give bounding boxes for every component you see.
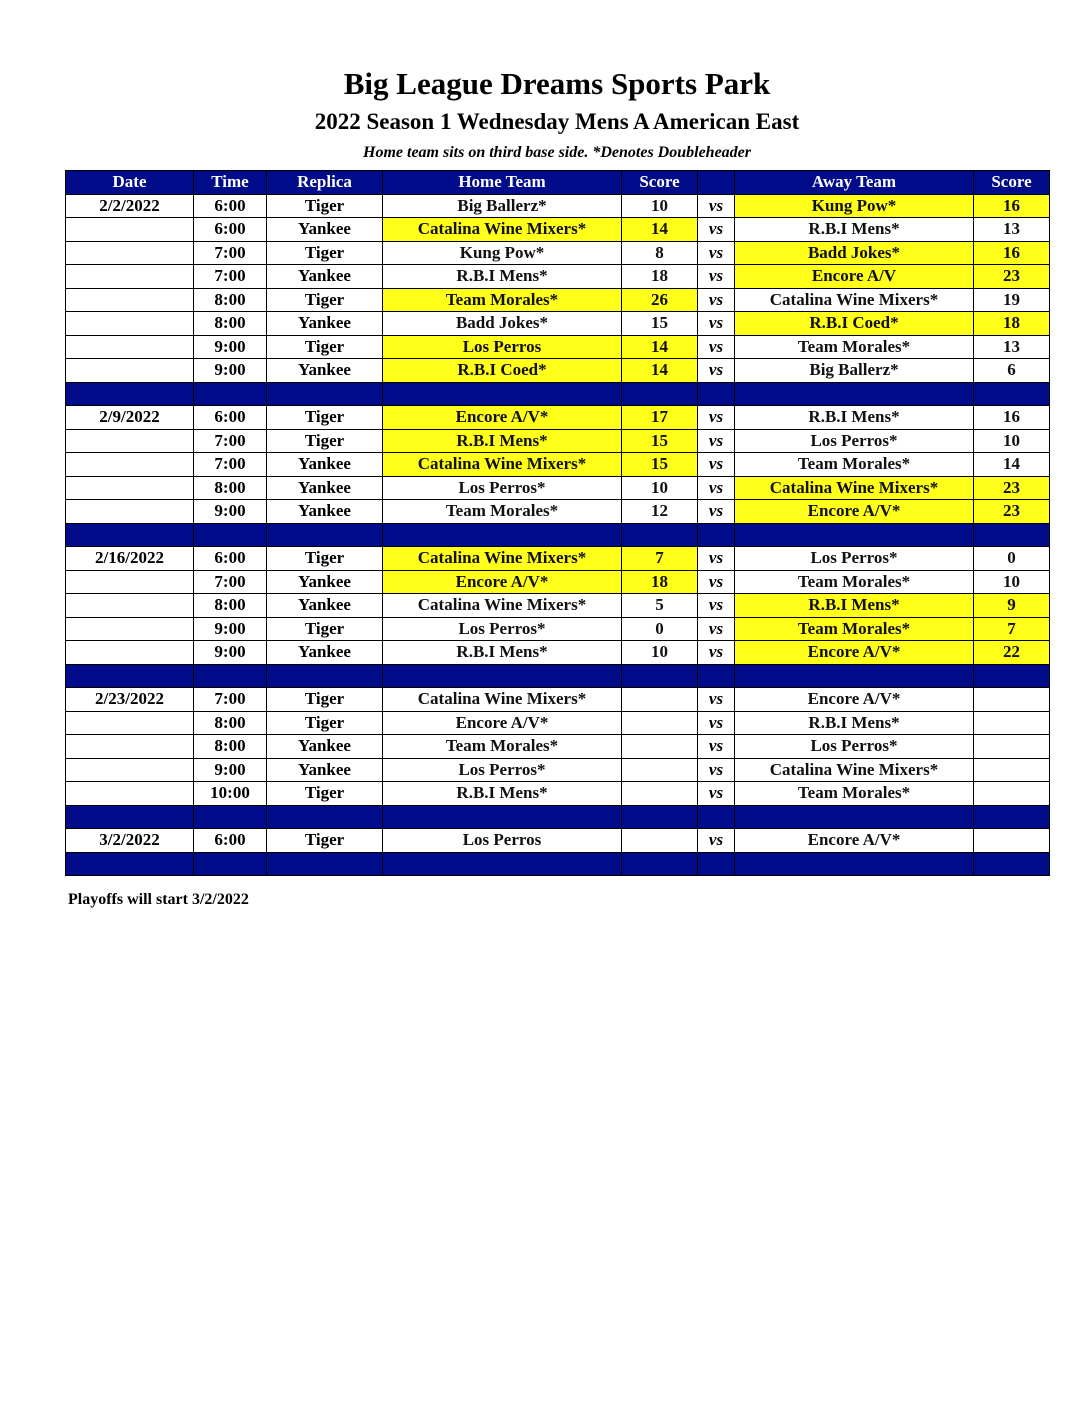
separator-cell: [974, 852, 1050, 876]
game-date: 2/16/2022: [66, 547, 194, 571]
vs-label: vs: [698, 312, 735, 336]
away-team: Team Morales*: [735, 335, 974, 359]
away-team: Encore A/V*: [735, 688, 974, 712]
table-row: [66, 617, 1050, 641]
away-team: R.B.I Mens*: [735, 711, 974, 735]
header-away-score: Score: [974, 171, 1050, 195]
separator-cell: [622, 852, 698, 876]
away-team: Catalina Wine Mixers*: [735, 288, 974, 312]
home-score: 14: [622, 335, 698, 359]
away-team: Encore A/V*: [735, 829, 974, 853]
away-team: Team Morales*: [735, 453, 974, 477]
vs-label: vs: [698, 829, 735, 853]
home-score: 15: [622, 453, 698, 477]
vs-label: vs: [698, 359, 735, 383]
week-separator-row: [66, 805, 1050, 829]
away-score: 0: [974, 547, 1050, 571]
home-score: 0: [622, 617, 698, 641]
game-date: [66, 241, 194, 265]
game-date: 2/9/2022: [66, 406, 194, 430]
away-score: 10: [974, 570, 1050, 594]
home-team: Catalina Wine Mixers*: [383, 453, 622, 477]
schedule-note: Home team sits on third base side. *Denotes Doubleheader: [363, 144, 751, 161]
away-team: Big Ballerz*: [735, 359, 974, 383]
home-team: R.B.I Mens*: [383, 265, 622, 289]
game-time: 9:00: [194, 617, 267, 641]
week-separator-row: [66, 382, 1050, 406]
table-row: [66, 335, 1050, 359]
home-team: Encore A/V*: [383, 570, 622, 594]
home-team: Los Perros*: [383, 476, 622, 500]
game-field: Yankee: [267, 594, 383, 618]
away-team: Team Morales*: [735, 782, 974, 806]
game-field: Yankee: [267, 758, 383, 782]
vs-label: vs: [698, 194, 735, 218]
header-date: Date: [66, 171, 194, 195]
home-score: 17: [622, 406, 698, 430]
home-score: [622, 758, 698, 782]
away-score: 13: [974, 335, 1050, 359]
schedule-table: [65, 170, 1050, 876]
separator-cell: [194, 805, 267, 829]
away-team: Los Perros*: [735, 429, 974, 453]
vs-label: vs: [698, 406, 735, 430]
game-date: [66, 312, 194, 336]
home-score: 7: [622, 547, 698, 571]
home-score: 26: [622, 288, 698, 312]
away-score: 19: [974, 288, 1050, 312]
week-separator-row: [66, 523, 1050, 547]
separator-cell: [383, 664, 622, 688]
vs-label: vs: [698, 570, 735, 594]
separator-cell: [735, 805, 974, 829]
game-date: [66, 617, 194, 641]
separator-cell: [974, 664, 1050, 688]
vs-label: vs: [698, 218, 735, 242]
vs-label: vs: [698, 758, 735, 782]
home-team: R.B.I Mens*: [383, 429, 622, 453]
game-time: 7:00: [194, 688, 267, 712]
game-time: 6:00: [194, 547, 267, 571]
home-team: Kung Pow*: [383, 241, 622, 265]
game-field: Tiger: [267, 288, 383, 312]
game-field: Tiger: [267, 335, 383, 359]
away-team: Team Morales*: [735, 617, 974, 641]
separator-cell: [267, 382, 383, 406]
table-row: [66, 829, 1050, 853]
home-team: Encore A/V*: [383, 406, 622, 430]
separator-cell: [66, 852, 194, 876]
separator-cell: [698, 523, 735, 547]
away-score: 23: [974, 476, 1050, 500]
week-separator-row: [66, 664, 1050, 688]
table-row: [66, 547, 1050, 571]
table-row: [66, 735, 1050, 759]
home-team: Team Morales*: [383, 500, 622, 524]
away-score: 7: [974, 617, 1050, 641]
game-field: Tiger: [267, 782, 383, 806]
away-team: Kung Pow*: [735, 194, 974, 218]
page-title: Big League Dreams Sports Park: [343, 66, 771, 101]
table-row: [66, 194, 1050, 218]
vs-label: vs: [698, 288, 735, 312]
separator-cell: [974, 523, 1050, 547]
home-team: Catalina Wine Mixers*: [383, 688, 622, 712]
table-row: [66, 429, 1050, 453]
game-date: [66, 265, 194, 289]
home-score: 12: [622, 500, 698, 524]
vs-label: vs: [698, 241, 735, 265]
game-date: [66, 711, 194, 735]
game-time: 8:00: [194, 711, 267, 735]
home-team: R.B.I Coed*: [383, 359, 622, 383]
away-score: [974, 758, 1050, 782]
game-time: 9:00: [194, 758, 267, 782]
home-team: Los Perros: [383, 335, 622, 359]
header-away-team: Away Team: [735, 171, 974, 195]
away-team: Los Perros*: [735, 547, 974, 571]
separator-cell: [974, 805, 1050, 829]
home-score: 5: [622, 594, 698, 618]
game-field: Yankee: [267, 453, 383, 477]
separator-cell: [622, 805, 698, 829]
game-date: [66, 782, 194, 806]
game-time: 6:00: [194, 194, 267, 218]
home-score: 18: [622, 570, 698, 594]
vs-label: vs: [698, 547, 735, 571]
away-team: R.B.I Coed*: [735, 312, 974, 336]
home-score: 14: [622, 218, 698, 242]
game-time: 9:00: [194, 500, 267, 524]
away-score: 10: [974, 429, 1050, 453]
away-team: Encore A/V: [735, 265, 974, 289]
header-home-team: Home Team: [383, 171, 622, 195]
separator-cell: [66, 664, 194, 688]
game-field: Yankee: [267, 476, 383, 500]
game-date: [66, 476, 194, 500]
away-score: 9: [974, 594, 1050, 618]
vs-label: vs: [698, 688, 735, 712]
game-field: Yankee: [267, 570, 383, 594]
away-team: Team Morales*: [735, 570, 974, 594]
game-field: Tiger: [267, 617, 383, 641]
home-team: Los Perros: [383, 829, 622, 853]
away-score: [974, 782, 1050, 806]
table-row: [66, 570, 1050, 594]
game-time: 7:00: [194, 265, 267, 289]
game-time: 8:00: [194, 288, 267, 312]
away-team: Encore A/V*: [735, 500, 974, 524]
away-score: [974, 711, 1050, 735]
game-date: [66, 570, 194, 594]
away-score: [974, 735, 1050, 759]
away-team: R.B.I Mens*: [735, 594, 974, 618]
game-field: Yankee: [267, 359, 383, 383]
game-time: 7:00: [194, 241, 267, 265]
vs-label: vs: [698, 476, 735, 500]
separator-cell: [735, 382, 974, 406]
game-field: Tiger: [267, 711, 383, 735]
separator-cell: [735, 664, 974, 688]
home-team: Team Morales*: [383, 735, 622, 759]
away-score: 23: [974, 265, 1050, 289]
away-score: [974, 829, 1050, 853]
away-score: 14: [974, 453, 1050, 477]
game-date: [66, 758, 194, 782]
away-score: 23: [974, 500, 1050, 524]
header-time: Time: [194, 171, 267, 195]
vs-label: vs: [698, 641, 735, 665]
separator-cell: [698, 852, 735, 876]
separator-cell: [66, 382, 194, 406]
home-team: R.B.I Mens*: [383, 782, 622, 806]
game-date: 2/2/2022: [66, 194, 194, 218]
separator-cell: [698, 382, 735, 406]
vs-label: vs: [698, 429, 735, 453]
header-home-score: Score: [622, 171, 698, 195]
game-date: [66, 218, 194, 242]
game-field: Tiger: [267, 688, 383, 712]
separator-cell: [267, 523, 383, 547]
home-score: 14: [622, 359, 698, 383]
game-time: 6:00: [194, 218, 267, 242]
table-row: [66, 288, 1050, 312]
separator-cell: [622, 664, 698, 688]
game-date: [66, 594, 194, 618]
separator-cell: [735, 852, 974, 876]
home-team: Badd Jokes*: [383, 312, 622, 336]
home-team: R.B.I Mens*: [383, 641, 622, 665]
game-date: 2/23/2022: [66, 688, 194, 712]
away-score: 13: [974, 218, 1050, 242]
game-time: 6:00: [194, 406, 267, 430]
home-score: [622, 688, 698, 712]
game-time: 9:00: [194, 641, 267, 665]
away-team: R.B.I Mens*: [735, 406, 974, 430]
game-date: [66, 500, 194, 524]
table-row: [66, 406, 1050, 430]
vs-label: vs: [698, 335, 735, 359]
game-time: 8:00: [194, 312, 267, 336]
separator-cell: [698, 664, 735, 688]
game-time: 8:00: [194, 594, 267, 618]
game-field: Yankee: [267, 500, 383, 524]
game-field: Yankee: [267, 312, 383, 336]
separator-cell: [194, 382, 267, 406]
separator-cell: [974, 382, 1050, 406]
separator-cell: [383, 382, 622, 406]
separator-cell: [383, 523, 622, 547]
page-subtitle: 2022 Season 1 Wednesday Mens A American East: [314, 109, 800, 134]
home-team: Encore A/V*: [383, 711, 622, 735]
table-row: [66, 641, 1050, 665]
home-score: [622, 829, 698, 853]
game-time: 10:00: [194, 782, 267, 806]
separator-cell: [698, 805, 735, 829]
home-score: 18: [622, 265, 698, 289]
table-row: [66, 241, 1050, 265]
home-score: 10: [622, 641, 698, 665]
away-score: 16: [974, 406, 1050, 430]
home-team: Catalina Wine Mixers*: [383, 218, 622, 242]
game-field: Yankee: [267, 641, 383, 665]
home-team: Los Perros*: [383, 617, 622, 641]
home-score: [622, 711, 698, 735]
table-row: [66, 265, 1050, 289]
away-team: Catalina Wine Mixers*: [735, 476, 974, 500]
game-time: 8:00: [194, 735, 267, 759]
week-separator-row: [66, 852, 1050, 876]
vs-label: vs: [698, 711, 735, 735]
home-score: [622, 782, 698, 806]
schedule-body: [66, 194, 1050, 876]
home-score: 8: [622, 241, 698, 265]
home-team: Catalina Wine Mixers*: [383, 594, 622, 618]
table-row: [66, 782, 1050, 806]
header-vs: [698, 171, 735, 195]
separator-cell: [622, 523, 698, 547]
table-row: [66, 476, 1050, 500]
away-score: 16: [974, 194, 1050, 218]
game-date: [66, 735, 194, 759]
table-row: [66, 688, 1050, 712]
game-time: 6:00: [194, 829, 267, 853]
game-time: 7:00: [194, 429, 267, 453]
away-score: [974, 688, 1050, 712]
home-team: Los Perros*: [383, 758, 622, 782]
away-score: 18: [974, 312, 1050, 336]
table-row: [66, 453, 1050, 477]
game-field: Yankee: [267, 735, 383, 759]
away-team: Badd Jokes*: [735, 241, 974, 265]
home-team: Big Ballerz*: [383, 194, 622, 218]
table-row: [66, 711, 1050, 735]
home-score: [622, 735, 698, 759]
game-field: Tiger: [267, 829, 383, 853]
separator-cell: [194, 852, 267, 876]
table-row: [66, 594, 1050, 618]
game-field: Tiger: [267, 194, 383, 218]
home-score: 15: [622, 429, 698, 453]
game-time: 9:00: [194, 359, 267, 383]
game-field: Tiger: [267, 406, 383, 430]
vs-label: vs: [698, 735, 735, 759]
vs-label: vs: [698, 617, 735, 641]
game-field: Yankee: [267, 265, 383, 289]
game-date: [66, 453, 194, 477]
home-team: Team Morales*: [383, 288, 622, 312]
game-date: 3/2/2022: [66, 829, 194, 853]
game-time: 8:00: [194, 476, 267, 500]
game-date: [66, 335, 194, 359]
table-row: [66, 359, 1050, 383]
away-team: Encore A/V*: [735, 641, 974, 665]
vs-label: vs: [698, 453, 735, 477]
header-replica: Replica: [267, 171, 383, 195]
home-team: Catalina Wine Mixers*: [383, 547, 622, 571]
separator-cell: [383, 805, 622, 829]
game-date: [66, 288, 194, 312]
away-team: Catalina Wine Mixers*: [735, 758, 974, 782]
separator-cell: [735, 523, 974, 547]
game-time: 9:00: [194, 335, 267, 359]
game-field: Tiger: [267, 547, 383, 571]
game-date: [66, 429, 194, 453]
away-team: Los Perros*: [735, 735, 974, 759]
table-row: [66, 312, 1050, 336]
home-score: 10: [622, 476, 698, 500]
game-date: [66, 641, 194, 665]
away-team: R.B.I Mens*: [735, 218, 974, 242]
game-date: [66, 359, 194, 383]
table-row: [66, 218, 1050, 242]
separator-cell: [383, 852, 622, 876]
footer-note: Playoffs will start 3/2/2022: [68, 891, 249, 908]
vs-label: vs: [698, 594, 735, 618]
separator-cell: [267, 852, 383, 876]
away-score: 16: [974, 241, 1050, 265]
game-field: Tiger: [267, 241, 383, 265]
game-field: Tiger: [267, 429, 383, 453]
table-row: [66, 758, 1050, 782]
separator-cell: [267, 664, 383, 688]
table-row: [66, 500, 1050, 524]
separator-cell: [66, 523, 194, 547]
separator-cell: [194, 664, 267, 688]
vs-label: vs: [698, 500, 735, 524]
game-time: 7:00: [194, 570, 267, 594]
vs-label: vs: [698, 782, 735, 806]
header-row: [66, 171, 1050, 195]
separator-cell: [622, 382, 698, 406]
away-score: 22: [974, 641, 1050, 665]
home-score: 10: [622, 194, 698, 218]
separator-cell: [66, 805, 194, 829]
game-field: Yankee: [267, 218, 383, 242]
separator-cell: [194, 523, 267, 547]
away-score: 6: [974, 359, 1050, 383]
vs-label: vs: [698, 265, 735, 289]
separator-cell: [267, 805, 383, 829]
home-score: 15: [622, 312, 698, 336]
game-time: 7:00: [194, 453, 267, 477]
